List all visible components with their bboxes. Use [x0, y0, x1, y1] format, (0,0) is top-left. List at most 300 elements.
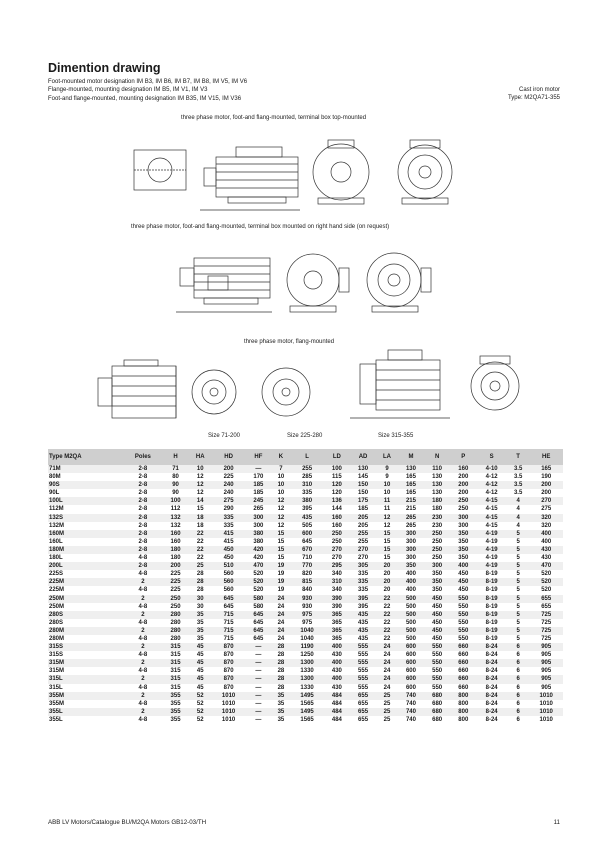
table-cell: 655 — [358, 700, 369, 707]
table-cell: 15 — [196, 506, 204, 513]
table-cell: 12 — [271, 497, 290, 505]
table-cell: 450 — [432, 635, 443, 642]
table-cell: 275 — [212, 497, 245, 505]
table-cell: 300 — [458, 522, 469, 529]
page-number: 11 — [553, 819, 560, 826]
table-cell: 24 — [383, 668, 391, 675]
table-cell: 30 — [196, 603, 204, 610]
table-cell: — — [255, 716, 262, 723]
table-cell: 5 — [507, 578, 530, 586]
table-cell: 430 — [331, 684, 342, 691]
table-row — [48, 570, 563, 578]
column-header: HA — [189, 449, 212, 465]
table-cell: 28 — [271, 643, 290, 651]
table-cell: 270 — [358, 555, 369, 562]
table-cell: 165 — [398, 481, 424, 489]
table-cell: 28 — [196, 587, 204, 594]
table-cell: 315M — [49, 668, 65, 675]
column-header: LD — [324, 449, 350, 465]
table-cell: 355 — [170, 716, 181, 723]
table-cell: 400 — [541, 538, 552, 545]
table-cell: 20 — [383, 571, 391, 578]
table-cell: 3.5 — [513, 474, 523, 481]
table-cell: 2-8 — [123, 481, 162, 489]
table-cell: 600 — [398, 675, 424, 683]
table-cell: 136 — [324, 497, 350, 505]
table-cell: 710 — [302, 555, 313, 562]
table-cell: 335 — [350, 578, 376, 586]
table-cell: 28 — [277, 652, 285, 659]
table-cell: 160 — [450, 465, 476, 473]
table-cell: 680 — [432, 716, 443, 723]
table-cell: 8-19 — [476, 595, 507, 603]
table-cell: 185 — [358, 506, 369, 513]
table-cell: 450 — [450, 578, 476, 586]
page-title: Dimention drawing — [48, 61, 161, 75]
table-cell: 19 — [271, 578, 290, 586]
table-cell: 415 — [223, 538, 234, 545]
table-cell: 24 — [271, 627, 290, 635]
table-cell: 2-8 — [138, 538, 148, 545]
table-cell: 5 — [507, 562, 530, 570]
table-cell: 715 — [212, 627, 245, 635]
table-cell: 180L — [49, 555, 63, 562]
table-cell: 6 — [516, 716, 520, 723]
table-cell: 130 — [424, 481, 450, 489]
table-cell: 5 — [516, 635, 520, 642]
table-cell: 5 — [516, 555, 520, 562]
table-cell: 115 — [332, 474, 342, 481]
table-cell: 4-19 — [476, 546, 507, 554]
table-cell: 90S — [48, 481, 123, 489]
table-cell: — — [245, 643, 271, 651]
table-cell: 225 — [170, 571, 181, 578]
table-cell: 4-8 — [138, 619, 148, 626]
table-cell: 905 — [529, 675, 563, 683]
table-cell: 4-8 — [138, 668, 148, 675]
table-cell: 4-15 — [476, 497, 507, 505]
table-cell: 400 — [324, 675, 350, 683]
table-cell: 450 — [424, 595, 450, 603]
table-cell: 11 — [383, 506, 391, 513]
table-cell: — — [245, 675, 271, 683]
table-row — [48, 546, 563, 554]
table-row — [48, 473, 563, 481]
table-cell: 470 — [529, 562, 563, 570]
table-cell: 20 — [376, 578, 398, 586]
table-cell: 145 — [358, 474, 369, 481]
table-cell: 350 — [450, 546, 476, 554]
table-cell: 250 — [324, 530, 350, 538]
table-row — [48, 619, 563, 627]
table-cell: 5 — [507, 530, 530, 538]
table-cell: 380 — [290, 497, 323, 505]
table-cell: 22 — [376, 627, 398, 635]
table-cell: 560 — [212, 578, 245, 586]
table-cell: 35 — [189, 627, 212, 635]
table-cell: 4-19 — [476, 530, 507, 538]
table-cell: 28 — [277, 668, 285, 675]
column-header: L — [290, 449, 323, 465]
table-cell: 225 — [223, 474, 234, 481]
table-cell: 165 — [405, 490, 416, 497]
table-cell: 215 — [405, 506, 416, 513]
table-cell: 580 — [253, 603, 264, 610]
table-cell: 560 — [223, 587, 234, 594]
table-cell: 250 — [162, 595, 188, 603]
table-cell: 645 — [253, 635, 264, 642]
table-cell: 4-12 — [485, 490, 498, 497]
table-cell: 15 — [376, 530, 398, 538]
table-cell: 280M — [49, 635, 65, 642]
table-cell: 600 — [398, 659, 424, 667]
table-cell: 580 — [245, 595, 271, 603]
table-cell: 315S — [49, 652, 64, 659]
table-cell: 315 — [170, 684, 181, 691]
table-cell: 645 — [253, 619, 264, 626]
table-cell: 22 — [196, 538, 204, 545]
table-cell: 5 — [507, 611, 530, 619]
table-cell: 19 — [277, 571, 285, 578]
table-cell: 8-19 — [476, 611, 507, 619]
table-cell: 6 — [516, 684, 520, 691]
column-header: K — [271, 449, 290, 465]
table-cell: 130 — [398, 465, 424, 473]
table-cell: 300 — [398, 546, 424, 554]
table-cell: 550 — [432, 668, 443, 675]
table-cell: 740 — [398, 692, 424, 700]
table-cell: 28 — [196, 571, 204, 578]
table-cell: 335 — [302, 490, 313, 497]
table-cell: 100 — [162, 497, 188, 505]
table-cell: 450 — [212, 546, 245, 554]
table-cell: 4-12 — [485, 474, 498, 481]
table-cell: 280 — [162, 611, 188, 619]
table-cell: 300 — [405, 555, 416, 562]
flange-motor-side-view — [98, 360, 176, 418]
table-cell: 130 — [432, 474, 443, 481]
table-cell: 655 — [350, 692, 376, 700]
table-cell: 1010 — [212, 708, 245, 716]
table-cell: 4-8 — [138, 635, 148, 642]
table-cell: — — [245, 465, 271, 473]
table-cell: 100 — [324, 465, 350, 473]
table-row — [48, 708, 563, 716]
table-cell: 3.5 — [513, 490, 523, 497]
table-cell: 35 — [271, 692, 290, 700]
table-cell: 205 — [358, 522, 369, 529]
table-cell: 550 — [458, 619, 469, 626]
table-cell: 335 — [212, 514, 245, 522]
table-cell: 550 — [432, 652, 443, 659]
table-cell: 905 — [529, 643, 563, 651]
table-cell: 365 — [324, 611, 350, 619]
table-cell: 160 — [324, 514, 350, 522]
table-cell: 1040 — [300, 635, 314, 642]
table-cell: 8-24 — [485, 668, 498, 675]
table-cell: 420 — [245, 546, 271, 554]
motor-end-view-small — [134, 150, 186, 190]
table-cell: 15 — [277, 538, 285, 545]
table-row — [48, 481, 563, 489]
table-cell: 2 — [123, 627, 162, 635]
table-cell: 484 — [324, 692, 350, 700]
motor-side-view-right-box — [176, 258, 272, 312]
table-cell: 165 — [529, 465, 563, 473]
table-cell: 132M — [49, 522, 65, 529]
table-cell: 770 — [290, 562, 323, 570]
table-cell: 1495 — [290, 708, 323, 716]
table-cell: 280S — [48, 611, 123, 619]
table-cell: 355M — [49, 700, 65, 707]
table-cell: 12 — [196, 474, 204, 481]
table-cell: 180 — [424, 497, 450, 505]
table-cell: 500 — [398, 611, 424, 619]
table-cell: 19 — [277, 587, 285, 594]
table-cell: 500 — [398, 595, 424, 603]
column-header: HE — [529, 449, 563, 465]
table-cell: 6 — [516, 700, 520, 707]
table-cell: 14 — [189, 497, 212, 505]
table-cell: 28 — [271, 659, 290, 667]
table-cell: 450 — [432, 603, 443, 610]
table-cell: 35 — [271, 708, 290, 716]
table-cell: 4-19 — [485, 555, 498, 562]
table-cell: 12 — [376, 514, 398, 522]
table-cell: 4-15 — [476, 514, 507, 522]
table-cell: 200 — [212, 465, 245, 473]
table-row — [48, 651, 563, 659]
table-cell: 555 — [350, 675, 376, 683]
table-row — [48, 627, 563, 635]
table-row — [48, 554, 563, 562]
table-row — [48, 497, 563, 505]
table-cell: 22 — [196, 555, 204, 562]
table-cell: 130 — [350, 465, 376, 473]
table-cell: 8-19 — [476, 578, 507, 586]
table-cell: 655 — [358, 716, 369, 723]
table-cell: 1010 — [221, 700, 236, 707]
table-cell: 175 — [350, 497, 376, 505]
table-row — [48, 530, 563, 538]
table-cell: 715 — [212, 611, 245, 619]
table-cell: 112M — [49, 506, 64, 513]
table-cell: 5 — [516, 603, 520, 610]
table-cell: 28 — [189, 578, 212, 586]
table-cell: 315 — [162, 675, 188, 683]
table-cell: 450 — [458, 587, 469, 594]
table-cell: 160M — [48, 530, 123, 538]
table-cell: 315 — [162, 659, 188, 667]
table-cell: 310 — [324, 578, 350, 586]
table-cell: 200 — [162, 562, 188, 570]
table-row — [48, 538, 563, 546]
table-cell: 280 — [170, 635, 181, 642]
table-cell: 550 — [458, 635, 469, 642]
table-cell: 2 — [123, 643, 162, 651]
table-cell: 470 — [245, 562, 271, 570]
table-cell: 4-8 — [138, 555, 148, 562]
table-cell: 5 — [516, 587, 520, 594]
column-header: M — [398, 449, 424, 465]
motor-type: Type: M2QA71-355 — [507, 95, 560, 102]
table-cell: 430 — [331, 652, 342, 659]
table-cell: 2-8 — [123, 546, 162, 554]
table-row — [48, 700, 563, 708]
table-cell: 8-24 — [485, 716, 498, 723]
table-cell: 144 — [331, 506, 342, 513]
table-cell: 645 — [223, 603, 234, 610]
table-cell: 6 — [507, 708, 530, 716]
table-cell: 2-8 — [123, 497, 162, 505]
table-cell: 170 — [253, 474, 264, 481]
table-cell: 24 — [383, 684, 391, 691]
table-cell: 8-19 — [485, 603, 498, 610]
catalogue-reference: ABB LV Motors/Catalogue BU/M2QA Motors GB12-03/TH — [48, 819, 207, 826]
table-cell: 215 — [398, 497, 424, 505]
table-cell: 112 — [170, 506, 181, 513]
table-cell: 725 — [541, 635, 552, 642]
table-cell: 320 — [529, 514, 563, 522]
table-cell: 225M — [49, 587, 65, 594]
table-cell: 4-8 — [138, 700, 148, 707]
table-cell: 25 — [383, 716, 391, 723]
flange-motor-side-view-large — [350, 350, 450, 418]
table-cell: 355 — [162, 692, 188, 700]
table-cell: 340 — [331, 571, 342, 578]
table-cell: 110 — [424, 465, 450, 473]
table-cell: 5 — [516, 538, 520, 545]
table-cell: 180M — [48, 546, 123, 554]
table-cell: 6 — [516, 668, 520, 675]
table-cell: 315S — [48, 643, 123, 651]
table-cell: 250 — [432, 538, 443, 545]
table-cell: 7 — [271, 465, 290, 473]
table-cell: 815 — [290, 578, 323, 586]
size-label: Size 71-200 — [208, 433, 241, 439]
table-cell: 315L — [49, 684, 63, 691]
table-cell: 230 — [424, 514, 450, 522]
motor-front-view — [313, 140, 369, 204]
table-cell: — — [245, 692, 271, 700]
table-cell: 550 — [424, 659, 450, 667]
table-row — [48, 489, 563, 497]
table-cell: 24 — [271, 611, 290, 619]
table-cell: 10 — [271, 481, 290, 489]
table-cell: 300 — [450, 514, 476, 522]
column-header: LA — [376, 449, 398, 465]
table-cell: 680 — [424, 692, 450, 700]
table-cell: 315 — [170, 652, 181, 659]
table-cell: 10 — [277, 490, 285, 497]
drawing-caption-side-mounted: three phase motor, foot-and flang-mounted, terminal box mounted on right hand side (on request) — [131, 224, 390, 230]
table-cell: 1040 — [290, 627, 323, 635]
table-cell: 740 — [405, 700, 416, 707]
table-cell: 6 — [507, 675, 530, 683]
table-cell: 555 — [350, 643, 376, 651]
table-cell: 6 — [507, 659, 530, 667]
table-cell: 25 — [383, 700, 391, 707]
table-cell: 395 — [302, 506, 313, 513]
table-cell: 520 — [253, 587, 264, 594]
table-cell: 130 — [432, 490, 443, 497]
table-cell: 280 — [162, 627, 188, 635]
table-row — [48, 595, 563, 603]
table-cell: 435 — [350, 627, 376, 635]
table-cell: 2 — [123, 708, 162, 716]
table-cell: 800 — [450, 692, 476, 700]
table-cell: 45 — [189, 643, 212, 651]
table-cell: 255 — [290, 465, 323, 473]
table-cell: 6 — [516, 652, 520, 659]
table-cell: 90L — [49, 490, 60, 497]
flange-motor-end-view-small — [192, 370, 236, 414]
table-cell: 250 — [458, 506, 469, 513]
table-cell: 250M — [49, 603, 65, 610]
table-cell: 550 — [424, 675, 450, 683]
table-cell: 225M — [48, 578, 123, 586]
table-cell: 660 — [450, 643, 476, 651]
table-header-row — [48, 449, 563, 465]
table-cell: 1010 — [529, 708, 563, 716]
table-cell: 80 — [172, 474, 179, 481]
table-cell: 200 — [529, 481, 563, 489]
table-cell: 645 — [245, 611, 271, 619]
table-cell: 4-19 — [476, 562, 507, 570]
table-cell: 340 — [331, 587, 342, 594]
table-cell: 24 — [383, 652, 391, 659]
table-cell: 660 — [450, 659, 476, 667]
table-cell: 500 — [398, 627, 424, 635]
table-cell: 185 — [253, 490, 264, 497]
table-cell: 200 — [450, 481, 476, 489]
table-cell: 10 — [383, 490, 391, 497]
table-cell: 350 — [458, 538, 469, 545]
table-cell: 355L — [49, 716, 63, 723]
table-cell: 550 — [450, 627, 476, 635]
table-cell: 22 — [383, 635, 391, 642]
table-cell: 600 — [405, 668, 416, 675]
table-cell: 660 — [458, 684, 469, 691]
table-cell: 245 — [245, 497, 271, 505]
table-cell: 905 — [541, 668, 552, 675]
table-cell: 4-19 — [485, 538, 498, 545]
table-cell: 905 — [541, 652, 552, 659]
table-cell: 8-24 — [476, 675, 507, 683]
table-cell: — — [255, 684, 262, 691]
table-cell: 300 — [398, 530, 424, 538]
table-cell: 255 — [358, 538, 369, 545]
table-cell: 435 — [358, 619, 369, 626]
table-cell: 12 — [277, 522, 285, 529]
table-cell: 25 — [376, 692, 398, 700]
table-cell: 450 — [458, 571, 469, 578]
table-cell: 15 — [383, 538, 391, 545]
table-cell: 35 — [189, 611, 212, 619]
table-cell: 550 — [432, 684, 443, 691]
table-cell: 24 — [277, 603, 285, 610]
table-cell: 6 — [507, 643, 530, 651]
table-cell: 550 — [450, 611, 476, 619]
flange-motor-end-view-medium — [262, 368, 310, 416]
drawing-caption-top-mounted: three phase motor, foot-and flang-mounted, terminal box top-mounted — [181, 115, 367, 121]
table-cell: 400 — [324, 643, 350, 651]
table-cell: 255 — [350, 530, 376, 538]
table-cell: 12 — [383, 522, 391, 529]
table-cell: 645 — [212, 595, 245, 603]
table-cell: 225 — [170, 587, 181, 594]
table-cell: 870 — [212, 643, 245, 651]
